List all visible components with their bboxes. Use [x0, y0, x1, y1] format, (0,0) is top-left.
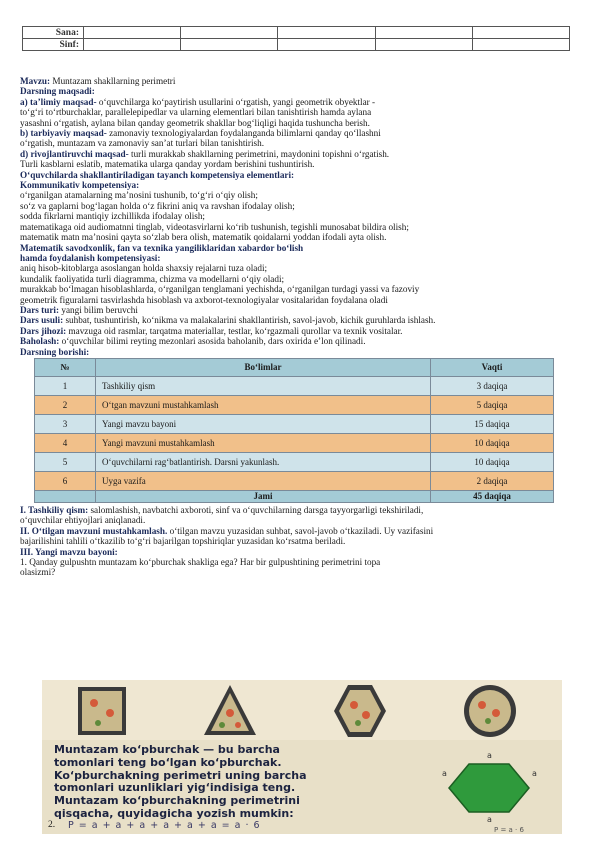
triangle-flowerbed-image: [202, 683, 258, 739]
table-row: [35, 376, 554, 395]
side-label-top: a: [487, 751, 492, 760]
kommunikativ-item-2: sodda fikrlarni mantiqiy izchillikda ifodalay olish;: [20, 211, 205, 222]
section-line-0-text: salomlashish, navbatchi axboroti, sinf va o‘quvchilarning darsga tayyorgarligi tekshiriladi,: [90, 504, 424, 515]
row-section: Yangi mavzuni mustahkamlash: [96, 433, 431, 452]
row-time: 10 daqiqa: [431, 452, 554, 471]
row-section: O‘quvchilarni rag‘batlantirish. Darsni yakunlash.: [96, 452, 431, 471]
row-section: O‘tgan mavzuni mustahkamlash: [96, 395, 431, 414]
lesson-info-line-2-text: mavzuga oid rasmlar, tarqatma materiallar, testlar, ko‘rgazmali qurollar va texnik vositalar.: [68, 325, 403, 336]
goal-line-0-text: o‘quvchilarga ko‘paytirish usullarini o‘rgatish, yangi geometrik obyektlar -: [98, 96, 376, 107]
lesson-info-line-1: [20, 315, 580, 325]
section-line-2-label: II. O‘tilgan mavzuni mustahkamlash.: [20, 525, 168, 536]
goal-line-4-text: o‘rgatish, muntazam va zamonaviy san’at turlari bilan tanishtirish.: [20, 138, 264, 149]
side-label-right: a: [532, 769, 537, 778]
row-time: 2 daqiqa: [431, 471, 554, 490]
total-label: Jami: [96, 490, 431, 502]
definition-line-2: Ko‘pburchakning perimetri uning barcha: [54, 768, 307, 782]
kommunikativ-item-0: o‘rganilgan atamalarning ma’nosini tushunib, to‘g‘ri o‘qiy olish;: [20, 190, 258, 201]
row-number: 2: [35, 395, 96, 414]
savodxonlik-item-2: murakkab bo‘lmagan hisoblashlarda, o‘rganilgan tenglamani yechishda, o‘rganilgan turdagi yassi va fazoviy: [20, 284, 420, 295]
side-label-bottom: a: [487, 815, 492, 824]
goal-line-1-text: to‘g‘ri to‘rtburchaklar, parallelepipedlar va ularning elementlari bilan tanishtirish hamda aylana: [20, 107, 372, 118]
col-number: №: [35, 358, 96, 376]
sinf-label: Sinf:: [23, 39, 84, 51]
section-line-4-label: III. Yangi mavzu bayoni:: [20, 546, 118, 557]
small-formula: P = a · 6: [494, 826, 524, 834]
section-line-2-text: o‘tilgan mavzu yuzasidan suhbat, savol-javob o‘tkaziladi. Uy vazifasini: [169, 525, 434, 536]
row-time: 5 daqiqa: [431, 395, 554, 414]
table-row: [35, 471, 554, 490]
lesson-info-line-3: [20, 336, 580, 346]
definition-line-0: Muntazam ko‘pburchak — bu barcha: [54, 743, 280, 756]
row-number: 1: [35, 376, 96, 395]
table-row: [35, 452, 554, 471]
borishi-title: Darsning borishi:: [20, 346, 90, 357]
col-section: Bo‘limlar: [96, 358, 431, 376]
row-time: 10 daqiqa: [431, 433, 554, 452]
hexagon-diagram: [434, 746, 544, 834]
hexagon-flowerbed-image: [332, 683, 388, 739]
section-line-3-text: bajarilishini tahlili o‘tkazilib to‘g‘ri bajarilgan topshiriqlar yuzasidan ko‘rsatma beriladi.: [20, 536, 346, 547]
goal-line-3-text: zamonaviy texnologiyalardan foydalanganda bilimlarni qanday qo‘llashni: [109, 128, 381, 139]
maqsad-title: Darsning maqsadi:: [20, 86, 95, 97]
lesson-info-line-3-text: o‘quvchilar bilimi reyting mezonlari asosida baholanib, dars oxirida e’lon qilinadi.: [61, 336, 366, 347]
row-section: Uyga vazifa: [96, 471, 431, 490]
goal-line-0-label: a) ta’limiy maqsad-: [20, 96, 97, 107]
lesson-info: [20, 305, 580, 347]
row-time: 15 daqiqa: [431, 414, 554, 433]
section-line-1: [20, 515, 580, 525]
section-line-2: [20, 526, 580, 536]
row-number: 4: [35, 433, 96, 452]
flowerbed-shapes: [42, 680, 562, 742]
kompetensiya-title: O‘quvchilarda shakllantiriladigan tayanch kompetensiya elementlari:: [20, 169, 295, 180]
goal-line-4: [20, 138, 580, 148]
table-total-row: [35, 490, 554, 502]
definition-line-4: Muntazam ko‘pburchakning perimetrini: [54, 794, 300, 808]
goal-line-3-label: b) tarbiyaviy maqsad-: [20, 128, 107, 139]
section-line-0: [20, 505, 580, 515]
total-value: 45 daqiqa: [431, 490, 554, 502]
lesson-info-line-0-text: yangi bilim beruvchi: [61, 304, 138, 315]
definition-box: [42, 740, 562, 834]
row-number: 5: [35, 452, 96, 471]
savodxonlik-list: [20, 263, 580, 305]
goal-line-6-text: Turli kasblarni eslatib, matematika ularga qanday yordam berishini tushuntirish.: [20, 159, 315, 170]
goal-line-3: [20, 128, 580, 138]
lesson-info-line-3-label: Baholash:: [20, 336, 60, 347]
savodxonlik-title-1: Matematik savodxonlik, fan va texnika yangiliklaridan xabardor bo‘lish: [20, 242, 304, 253]
definition-line-3: tomonlari uzunliklari yig‘indisiga teng.: [54, 781, 296, 795]
row-number: 6: [35, 471, 96, 490]
savodxonlik-item-3: geometrik figuralarni tasvirlashda hisoblash va axborot-texnologiyalar vositalaridan foydalana oladi: [20, 294, 388, 305]
square-flowerbed-image: [74, 683, 130, 739]
goal-lines: [20, 97, 580, 170]
perimeter-formula: P = a + a + a + a + a + a = a · 6: [68, 820, 261, 831]
lesson-info-line-2-label: Dars jihozi:: [20, 325, 67, 336]
definition-line-1: tomonlari teng bo‘lgan ko‘pburchak.: [54, 755, 282, 769]
goal-line-5-text: turli murakkab shakllarning perimetrini, maydonini topishni o‘rgatish.: [131, 148, 390, 159]
kommunikativ-title: Kommunikativ kompetensiya:: [20, 180, 140, 191]
section-line-6: [20, 567, 580, 577]
lesson-info-line-1-text: suhbat, tushuntirish, ko‘nikma va malakalarini shakllantirish, savol-javob, kichik guruhlarda ishlash.: [65, 315, 436, 326]
side-label-left: a: [442, 769, 447, 778]
item-2-label: 2.: [48, 820, 56, 830]
lesson-info-line-0-label: Dars turi:: [20, 304, 60, 315]
row-section: Tashkiliy qism: [96, 376, 431, 395]
col-time: Vaqti: [431, 358, 554, 376]
mavzu-line: Mavzu: Muntazam shakllarning perimetri: [20, 76, 176, 86]
circle-flowerbed-image: [462, 683, 518, 739]
sana-label: Sana:: [23, 27, 84, 39]
definition-text: [54, 744, 307, 821]
section-line-5-text: 1. Qanday gulpushtn muntazam ko‘pburchak shakliga ega? Har bir gulpushtining perimetrini topa: [20, 557, 381, 567]
table-row: [35, 433, 554, 452]
goal-line-2: [20, 118, 580, 128]
savodxonlik-item-1: kundalik faoliyatida turli diagramma, chizma va modellarni o‘qiy oladi;: [20, 273, 285, 284]
section-line-6-text: olasizmi?: [20, 567, 56, 578]
row-time: 3 daqiqa: [431, 376, 554, 395]
section-line-5: [20, 557, 580, 567]
goal-line-0: [20, 97, 580, 107]
table-header-row: [35, 358, 554, 376]
section-line-4: [20, 547, 580, 557]
lesson-sections: [20, 505, 580, 578]
table-row: [35, 395, 554, 414]
goal-line-6: [20, 159, 580, 169]
kommunikativ-list: [20, 190, 580, 242]
table-row: [35, 414, 554, 433]
lesson-info-line-1-label: Dars usuli:: [20, 315, 64, 326]
savodxonlik-item-0: aniq hisob-kitoblarga asoslangan holda shaxsiy rejalarni tuza oladi;: [20, 263, 268, 274]
goal-line-2-text: yasashni o‘rgatish, aylana bilan qanday geometrik shakllar bog‘liqligi haqida tushuncha berish.: [20, 117, 370, 128]
goal-line-5: [20, 149, 580, 159]
section-line-1-text: o‘quvchilar ehtiyojlari aniqlanadi.: [20, 515, 146, 526]
row-section: Yangi mavzu bayoni: [96, 414, 431, 433]
lesson-info-line-0: [20, 305, 580, 315]
kommunikativ-item-4: matematik matn ma’nosini qayta so‘zlab bera olish, matematik qoidalarni yoddan ifodali ayta olish.: [20, 232, 387, 243]
definition-line-5: qisqacha, quyidagicha yozish mumkin:: [54, 806, 294, 820]
savodxonlik-title-2: hamda foydalanish kompetensiyasi:: [20, 252, 161, 263]
lesson-info-line-2: [20, 326, 580, 336]
lesson-plan-table: [34, 358, 554, 503]
kommunikativ-item-3: matematikaga oid audiomatnni tinglab, videotasvirlarni ko‘rib tushunish, tegishli munosabat bildira olish;: [20, 221, 409, 232]
section-line-3: [20, 536, 580, 546]
row-number: 3: [35, 414, 96, 433]
section-line-0-label: I. Tashkiliy qism:: [20, 504, 89, 515]
header-table: [22, 26, 570, 51]
kommunikativ-item-1: so‘z va gaplarni bog‘lagan holda o‘z fikrini aniq va ravshan ifodalay olish;: [20, 200, 295, 211]
goal-line-1: [20, 107, 580, 117]
document-body: [20, 76, 580, 578]
goal-line-5-label: d) rivojlantiruvchi maqsad-: [20, 148, 129, 159]
